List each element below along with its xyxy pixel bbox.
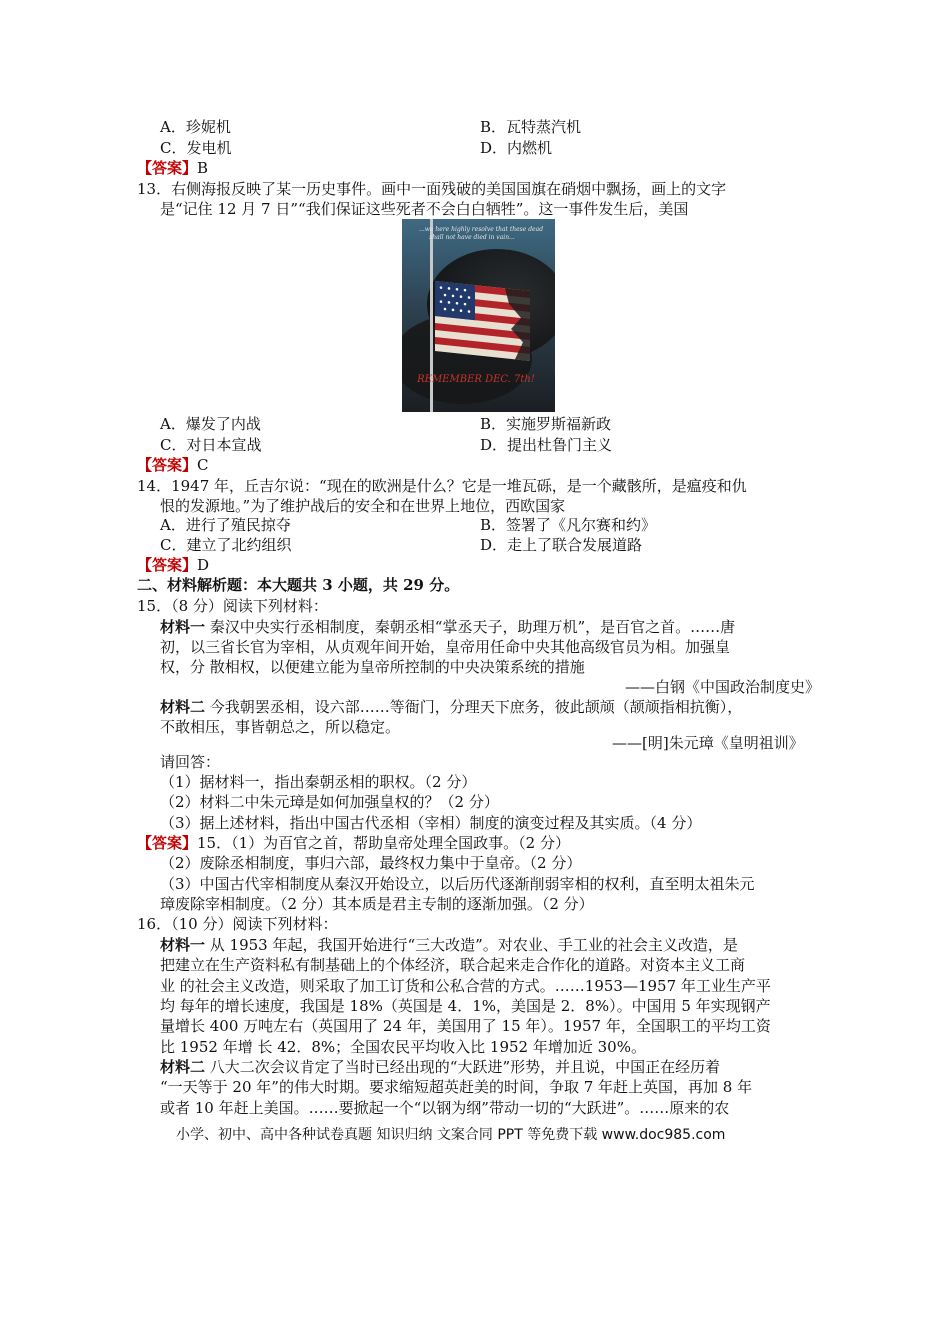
q15-sub1: （1）据材料一，指出秦朝丞相的职权。（2 分） (160, 773, 477, 791)
q16-material2-line1 (160, 1057, 720, 1077)
answer-text: 15．（1）为百官之首，帮助皇帝处理全国政事。（2 分） (197, 834, 570, 852)
q12-option-d: D．内燃机 (480, 139, 553, 157)
q12-answer (137, 158, 208, 178)
answer-tag: 【答案】 (137, 834, 198, 852)
q13-stem-line1: 13．右侧海报反映了某一历史事件。画中一面残破的美国国旗在硝烟中飘扬，画上的文字 (137, 180, 727, 198)
q14-option-c: C．建立了北约组织 (160, 536, 292, 554)
answer-value: B (197, 159, 209, 177)
material-text: 八大二次会议肯定了当时已经出现的“大跃进”形势，并且说，中国正在经历着 (205, 1058, 721, 1076)
q16-material1-line1 (160, 935, 738, 955)
q16-material1-line4: 均 每年的增长速度，我国是 18%（英国是 4．1%，美国是 2．8%）。中国用 5 年实现钢产 (160, 997, 771, 1015)
q16-material1-line2: 把建立在生产资料私有制基础上的个体经济，联合起来走合作化的道路。对资本主义工商 (160, 956, 746, 974)
material-text: 秦汉中央实行丞相制度，秦朝丞相“掌丞天子，助理万机”，是百官之首。……唐 (205, 618, 736, 636)
answer-tag: 【答案】 (137, 159, 198, 177)
q15-answer-line1 (137, 833, 570, 853)
q14-option-d: D．走上了联合发展道路 (480, 536, 643, 554)
q13-option-c: C．对日本宣战 (160, 436, 262, 454)
q15-head: 15．（8 分）阅读下列材料： (137, 597, 328, 615)
q16-material1-line5: 量增长 400 万吨左右（英国用了 24 年，美国用了 15 年）。1957 年，全国职工的平均工资 (160, 1017, 771, 1035)
poster-bottom-text: REMEMBER DEC. 7th! (417, 374, 535, 385)
q15-material1-line2: 初，以三省长官为宰相，从贞观年间开始，皇帝用任命中央其他高级官员为相。加强皇 (160, 638, 731, 656)
q13-stem-line2: 是“记住 12 月 7 日”“我们保证这些死者不会白白牺牲”。这一事件发生后，美国 (160, 200, 689, 218)
q13-option-b: B．实施罗斯福新政 (480, 415, 612, 433)
q15-material2-source: ——[明]朱元璋《皇明祖训》 (612, 734, 804, 752)
q15-material1-source: ——白钢《中国政治制度史》 (625, 678, 821, 696)
q14-stem-line2: 恨的发源地。”为了维护战后的安全和在世界上地位，西欧国家 (160, 497, 566, 515)
material-label: 材料一 (160, 936, 206, 954)
answer-value: D (197, 556, 210, 574)
answer-tag: 【答案】 (137, 556, 198, 574)
material-text: 今我朝罢丞相，设六部……等衙门，分理天下庶务，彼此颉颃（颉颃指相抗衡）， (205, 698, 743, 716)
q16-material1-line6: 比 1952 年增 长 42．8%；全国农民平均收入比 1952 年增加近 30%。 (160, 1038, 646, 1056)
material-label: 材料一 (160, 618, 206, 636)
answer-value: C (197, 456, 209, 474)
q16-head: 16．（10 分）阅读下列材料： (137, 915, 338, 933)
pearl-harbor-poster (402, 219, 555, 412)
section2-title: 二、材料解析题：本大题共 3 小题，共 29 分。 (137, 576, 460, 594)
q14-option-a: A．进行了殖民掠夺 (160, 516, 291, 534)
q15-material2-line2: 不敢相压，事皆朝总之，所以稳定。 (160, 718, 401, 736)
q14-option-b: B．签署了《凡尔赛和约》 (480, 516, 657, 534)
q15-sub3: （3）据上述材料，指出中国古代丞相（宰相）制度的演变过程及其实质。（4 分） (160, 814, 702, 832)
q12-option-c: C．发电机 (160, 139, 232, 157)
q13-option-d: D．提出杜鲁门主义 (480, 436, 613, 454)
q14-answer (137, 555, 209, 575)
material-label: 材料二 (160, 698, 206, 716)
material-label: 材料二 (160, 1058, 206, 1076)
q15-sub2: （2）材料二中朱元璋是如何加强皇权的？（2 分） (160, 793, 499, 811)
q16-material1-line3: 业 的社会主义改造，则采取了加工订货和公私合营的方式。……1953—1957 年工业生产平 (160, 977, 771, 995)
q15-ask: 请回答： (160, 753, 221, 771)
q15-material2-line1 (160, 697, 742, 717)
q14-stem-line1: 14．1947 年，丘吉尔说：“现在的欧洲是什么？它是一堆瓦砾，是一个藏骸所，是瘟疫和仇 (137, 477, 747, 495)
q15-material1-line3: 权，分 散相权，以便建立能为皇帝所控制的中央决策系统的措施 (160, 658, 585, 676)
q13-answer (137, 455, 209, 475)
answer-tag: 【答案】 (137, 456, 198, 474)
q15-material1-line1 (160, 617, 735, 637)
q12-option-a: A．珍妮机 (160, 118, 231, 136)
material-text: 从 1953 年起，我国开始进行“三大改造”。对农业、手工业的社会主义改造，是 (205, 936, 738, 954)
q16-material2-line2: “一天等于 20 年”的伟大时期。要求缩短超英赶美的时间，争取 7 年赶上英国，再加 8 年 (160, 1078, 753, 1096)
q13-option-a: A．爆发了内战 (160, 415, 261, 433)
q16-material2-line3: 或者 10 年赶上美国。……要掀起一个“以钢为纲”带动一切的“大跃进”。……原来的农 (160, 1099, 730, 1117)
q15-answer-line3: （3）中国古代宰相制度从秦汉开始设立，以后历代逐渐削弱宰相的权利，直至明太祖朱元 (160, 875, 755, 893)
q12-option-b: B．瓦特蒸汽机 (480, 118, 582, 136)
q15-answer-line2: （2）废除丞相制度，事归六部，最终权力集中于皇帝。（2 分） (160, 854, 582, 872)
poster-image (402, 219, 555, 412)
footer-text: 小学、初中、高中各种试卷真题 知识归纳 文案合同 PPT 等免费下载 www.doc985.com (176, 1127, 726, 1143)
q15-answer-line4: 璋废除宰相制度。（2 分）其本质是君主专制的逐渐加强。（2 分） (160, 895, 594, 913)
poster-top-text: ...we here highly resolve that these dead shall not have died in vain... (419, 226, 544, 241)
